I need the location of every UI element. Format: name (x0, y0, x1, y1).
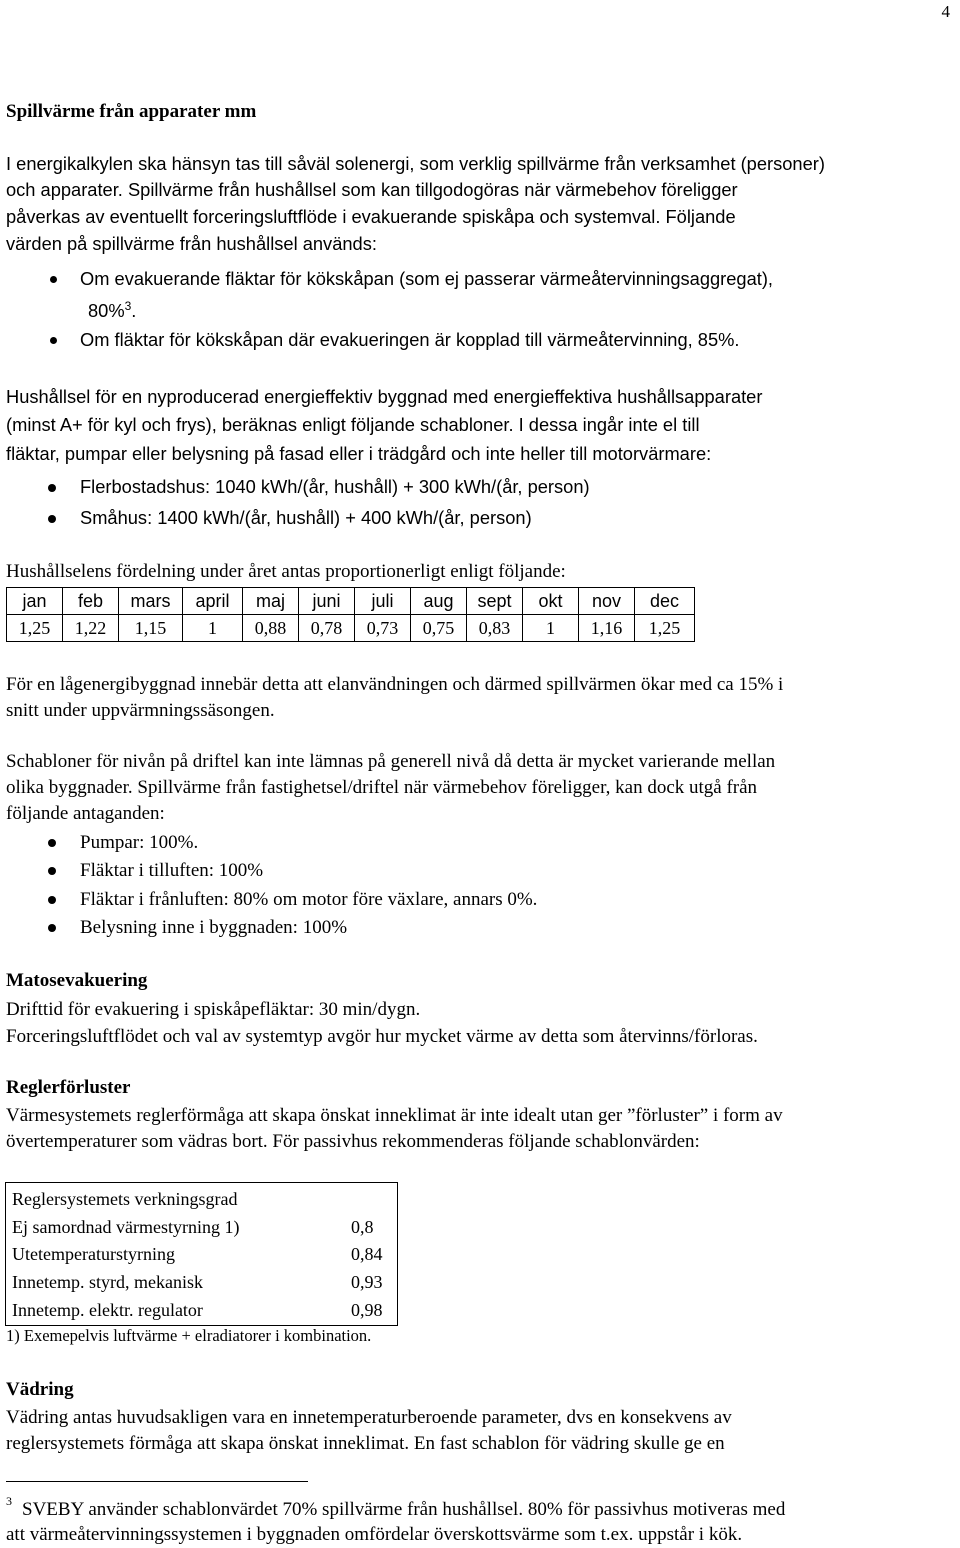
month-feb: feb (63, 588, 119, 615)
control-efficiency-table (5, 1182, 398, 1326)
vadring-line-1: Vädring antas huvudsakligen vara en innetemperaturberoende parameter, dvs en konsekvens av (6, 1407, 732, 1428)
page-number: 4 (941, 2, 950, 21)
footnote-ref: 3 (124, 299, 132, 313)
table-note: 1) Exemepelvis luftvärme + elradiatorer i kombination. (6, 1326, 372, 1345)
month-april: april (183, 588, 243, 615)
footnote-line-2: att värmeåtervinningssystemen i byggnaden omfördelar överskottsvärme som t.ex. uppstår i kök. (6, 1524, 743, 1545)
bullet-dot (48, 484, 56, 492)
table-row-label: Innetemp. styrd, mekanisk (12, 1272, 203, 1292)
intro-line-2: och apparater. Spillvärme från hushållsel som kan tillgodogöras när värmebehov föreligger (6, 179, 738, 200)
bullet-belysning: Belysning inne i byggnaden: 100% (80, 917, 348, 938)
month-juni: juni (299, 588, 355, 615)
factor-maj: 0,88 (243, 615, 299, 642)
factor-aug: 0,75 (411, 615, 467, 642)
factor-nov: 1,16 (579, 615, 635, 642)
month-dec: dec (635, 588, 695, 615)
bullet-flaktar-tilluft: Fläktar i tilluften: 100% (80, 860, 264, 881)
section-heading-spillvarme: Spillvärme från apparater mm (6, 101, 257, 122)
table-row-label: Innetemp. elektr. regulator (12, 1300, 203, 1320)
matos-line-1: Drifttid för evakuering i spiskåpefläktar: 30 min/dygn. (6, 999, 421, 1020)
table-row-value: 0,93 (351, 1272, 383, 1292)
table-row-label: Ej samordnad värmestyrning 1) (12, 1217, 240, 1237)
vadring-line-2: reglersystemets förmåga att skapa önskat inneklimat. En fast schablon för vädring skulle ge en (6, 1433, 725, 1454)
month-juli: juli (355, 588, 411, 615)
factor-feb: 1,22 (63, 615, 119, 642)
footnote-divider (6, 1481, 308, 1482)
low-energy-line-2: snitt under uppvärmningssäsongen. (6, 700, 275, 721)
driftel-line-2: olika byggnader. Spillvärme från fastighetsel/driftel när värmebehov föreligger, kan dock utgå från (6, 777, 758, 798)
month-sept: sept (467, 588, 523, 615)
regler-line-2: övertemperaturer som vädras bort. För passivhus rekommenderas följande schablonvärden: (6, 1131, 700, 1152)
monthly-distribution-table (6, 587, 695, 642)
bullet-dot (50, 337, 57, 344)
table-title: Reglersystemets verkningsgrad (12, 1189, 238, 1209)
factor-sept: 0,83 (467, 615, 523, 642)
bullet-dot (48, 924, 56, 932)
distribution-intro: Hushållselens fördelning under året antas proportionerligt enligt följande: (6, 561, 566, 582)
matos-line-2: Forceringsluftflödet och val av systemtyp avgör hur mycket värme av detta som återvinns/förloras. (6, 1026, 758, 1047)
bullet-dot (48, 867, 56, 875)
bullet-flaktar-franluft: Fläktar i frånluften: 80% om motor före växlare, annars 0%. (80, 889, 538, 910)
factor-april: 1 (183, 615, 243, 642)
table-row-value: 0,84 (351, 1244, 383, 1264)
bullet-dot (48, 839, 56, 847)
footnote-marker: 3 (6, 1494, 12, 1508)
bullet-dot (48, 515, 56, 523)
bullet-smahus: Småhus: 1400 kWh/(år, hushåll) + 400 kWh/(år, person) (80, 507, 532, 528)
table-row-value: 0,98 (351, 1300, 383, 1320)
section-heading-matos: Matosevakuering (6, 970, 148, 991)
bullet-kitchen-fans-line2: 80%$^3$. (88, 299, 137, 322)
factor-mars: 1,15 (119, 615, 183, 642)
section-heading-regler: Reglerförluster (6, 1077, 131, 1098)
intro-line-3: påverkas av eventuellt forceringsluftflöde i evakuerande spiskåpa och systemval. Följande (6, 206, 736, 227)
bullet-kitchen-fans-line1: Om evakuerande fläktar för kökskåpan (som ej passerar värmeåtervinningsaggregat), (80, 268, 773, 289)
bullet-pumpar: Pumpar: 100%. (80, 832, 199, 853)
household-line-2: (minst A+ för kyl och frys), beräknas enligt följande schabloner. I dessa ingår inte el till (6, 414, 700, 435)
month-jan: jan (7, 588, 63, 615)
low-energy-line-1: För en lågenergibyggnad innebär detta att elanvändningen och därmed spillvärmen ökar med ca 15% i (6, 674, 784, 695)
footnote-line-1: SVEBY använder schablonvärdet 70% spillvärme från hushållsel. 80% för passivhus motiveras med (22, 1499, 786, 1520)
month-maj: maj (243, 588, 299, 615)
intro-line-1: I energikalkylen ska hänsyn tas till såväl solenergi, som verklig spillvärme från verksamhet (personer) (6, 153, 825, 174)
month-okt: okt (523, 588, 579, 615)
month-nov: nov (579, 588, 635, 615)
section-heading-vadring: Vädring (6, 1379, 74, 1400)
table-row-label: Utetemperaturstyrning (12, 1244, 175, 1264)
month-mars: mars (119, 588, 183, 615)
bullet-flerbostadshus: Flerbostadshus: 1040 kWh/(år, hushåll) + 300 kWh/(år, person) (80, 476, 590, 497)
bullet-dot (48, 896, 56, 904)
bullet-kitchen-fans-recovery: Om fläktar för kökskåpan där evakueringen är kopplad till värmeåtervinning, 85%. (80, 329, 740, 350)
driftel-line-3: följande antaganden: (6, 803, 165, 824)
household-line-3: fläktar, pumpar eller belysning på fasad eller i trädgård och inte heller till motorvärmare: (6, 443, 712, 464)
month-aug: aug (411, 588, 467, 615)
driftel-line-1: Schabloner för nivån på driftel kan inte lämnas på generell nivå då detta är mycket varierande mellan (6, 751, 776, 772)
factor-okt: 1 (523, 615, 579, 642)
factor-jan: 1,25 (7, 615, 63, 642)
intro-line-4: värden på spillvärme från hushållsel används: (6, 233, 377, 254)
household-line-1: Hushållsel för en nyproducerad energieffektiv byggnad med energieffektiva hushållsapparater (6, 386, 763, 407)
factor-juni: 0,78 (299, 615, 355, 642)
table-row-value: 0,8 (351, 1217, 374, 1237)
bullet-dot (50, 276, 57, 283)
factor-juli: 0,73 (355, 615, 411, 642)
factor-dec: 1,25 (635, 615, 695, 642)
regler-line-1: Värmesystemets reglerförmåga att skapa önskat inneklimat är inte idealt utan ger ”förluster” i form av (6, 1105, 783, 1126)
